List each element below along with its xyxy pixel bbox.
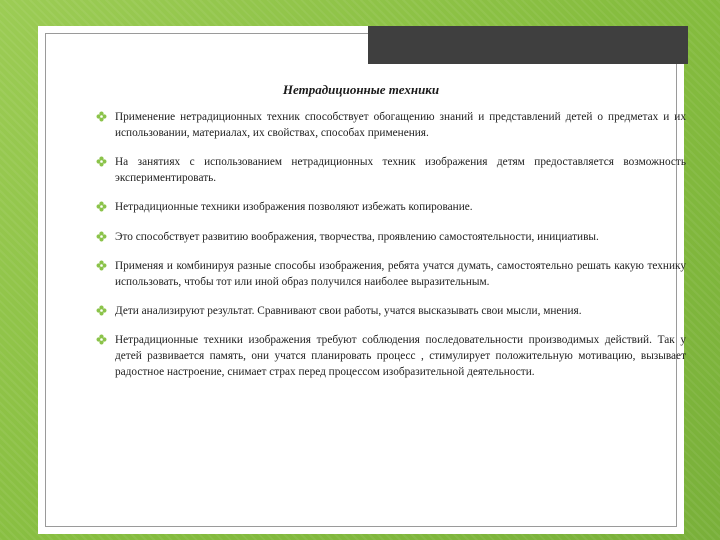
- bullet-item: [96, 332, 686, 380]
- bullet-text: Применение нетрадиционных техник способствует обогащению знаний и представлений детей о предметах и их использовании, материалах, их свойствах, способах применения.: [115, 111, 686, 139]
- bullet-item: [96, 258, 686, 290]
- bullet-text: Дети анализируют результат. Сравнивают свои работы, учатся высказывать свои мысли, мнения.: [115, 305, 582, 317]
- bullet-text: Нетрадиционные техники изображения позволяют избежать копирование.: [115, 201, 473, 213]
- bullet-text: На занятиях с использованием нетрадиционных техник изображения детям предоставляется возможность экспериментировать.: [115, 156, 686, 184]
- slide-title: Нетрадиционные техники: [282, 82, 440, 97]
- flower-bullet-icon: [96, 231, 107, 242]
- flower-bullet-icon: [96, 305, 107, 316]
- bullet-item: [96, 109, 686, 141]
- slide: [38, 26, 684, 534]
- bullet-item: [96, 199, 686, 215]
- flower-bullet-icon: [96, 156, 107, 167]
- flower-bullet-icon: [96, 334, 107, 345]
- flower-bullet-icon: [96, 260, 107, 271]
- bullet-list: [96, 109, 686, 380]
- bullet-text: Нетрадиционные техники изображения требуют соблюдения последовательности производимых действий. Так у детей развивается память, они учатся планировать процесс , стимулирует положительную мотивацию, вызывает радостное настроение, снимает страх перед процессом изобразительной деятельности.: [115, 334, 686, 378]
- bullet-text: Это способствует развитию воображения, творчества, проявлению самостоятельности, инициативы.: [115, 231, 599, 243]
- bullet-item: [96, 229, 686, 245]
- flower-bullet-icon: [96, 111, 107, 122]
- bullet-text: Применяя и комбинируя разные способы изображения, ребята учатся думать, самостоятельно решать какую технику использовать, чтобы тот или иной образ получился наиболее выразительным.: [115, 260, 686, 288]
- bullet-item: [96, 303, 686, 319]
- bullet-item: [96, 154, 686, 186]
- flower-bullet-icon: [96, 201, 107, 212]
- title-accent-block: [368, 26, 688, 64]
